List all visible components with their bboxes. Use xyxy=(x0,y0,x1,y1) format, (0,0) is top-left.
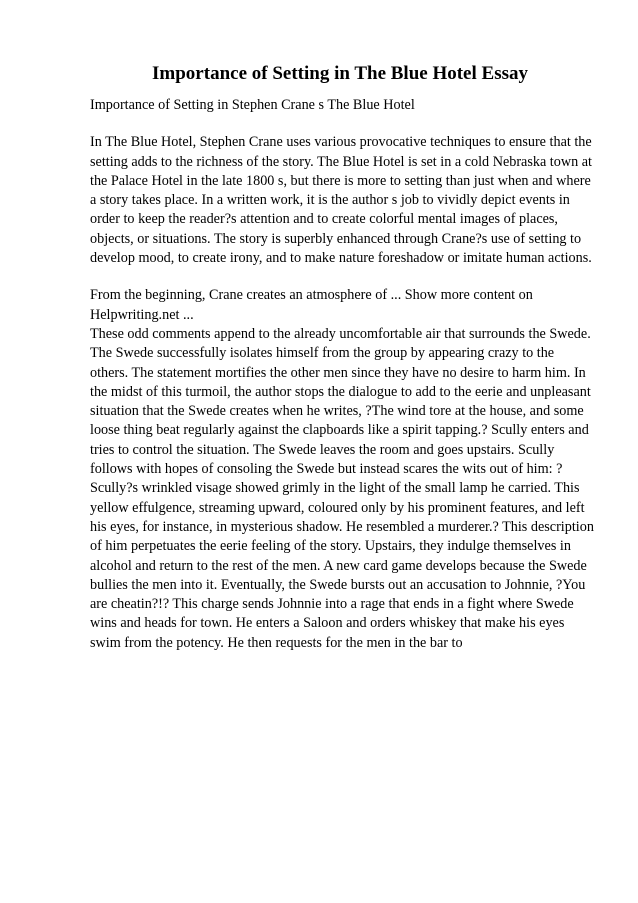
paragraph-show-more: From the beginning, Crane creates an atmosphere of ... Show more content on Helpwriting.net ... xyxy=(90,287,533,323)
paragraph-main: These odd comments append to the already uncomfortable air that surrounds the Swede. The Swede successfully isolates himself from the group by appearing crazy to the others. The statement mortifies the other men since they have no desire to harm him. In the midst of this turmoil, the author stops the dialogue to add to the eerie and unpleasant situation that the Swede creates when he writes, ?The wind tore at the house, and some loose thing beat regularly against the clapboards like a spirit tapping.? Scully enters and tries to control the situation. The Swede leaves the room and goes upstairs. Scully follows with hopes of consoling the Swede but instead scares the wits out of him: ?Scully?s wrinkled visage showed grimly in the light of the small lamp he carried. This yellow effulgence, streaming upward, coloured only by his prominent features, and left his eyes, for instance, in mysterious shadow. He resembled a murderer.? This description of him perpetuates the eerie feeling of the story. Upstairs, they indulge themselves in alcohol and return to the rest of the men. A new card game develops because the Swede bullies the men into it. Eventually, the Swede bursts out an accusation to Johnnie, ?You are cheatin?!? This charge sends Johnnie into a rage that ends in a fight where Swede wins and heads for town. He enters a Saloon and orders whiskey that make his eyes swim from the potency. He then requests for the men in the bar to xyxy=(90,325,594,651)
paragraph-intro: In The Blue Hotel, Stephen Crane uses various provocative techniques to ensure that the setting adds to the richness of the story. The Blue Hotel is set in a cold Nebraska town at the Palace Hotel in the late 1800 s, but there is more to setting than just when and where a story takes place. In a written work, it is the author s job to vividly depict events in order to keep the reader?s attention and to create colorful mental images of places, objects, or situations. The story is superbly enhanced through Crane?s use of setting to develop mood, to create irony, and to make nature foreshadow or imitate human actions. xyxy=(90,134,592,267)
document-title: Importance of Setting in The Blue Hotel Essay xyxy=(152,63,528,84)
document-subtitle: Importance of Setting in Stephen Crane s The Blue Hotel xyxy=(90,97,415,113)
document-body xyxy=(90,96,595,653)
